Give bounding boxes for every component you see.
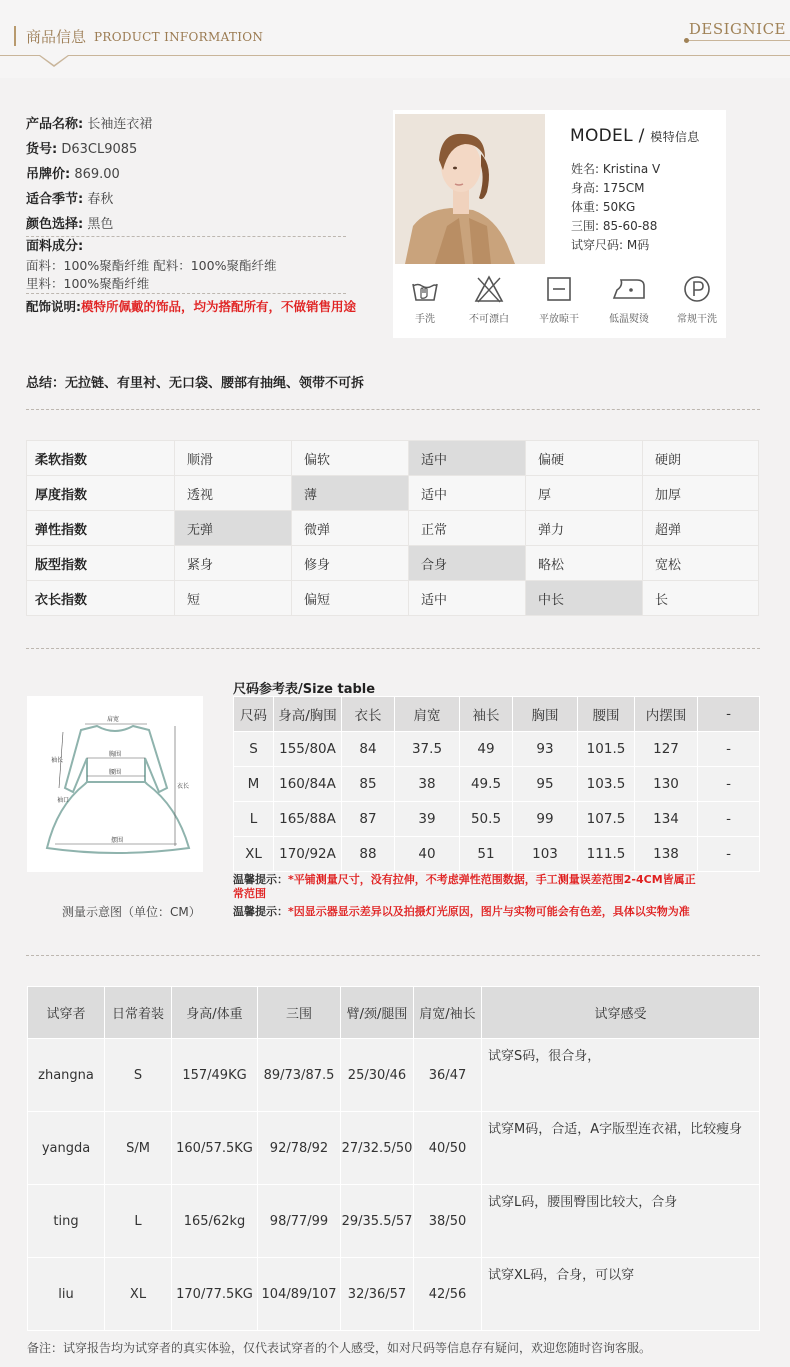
size-header-cell: -	[698, 697, 760, 732]
product-info	[26, 112, 357, 319]
index-option: 弹力	[526, 511, 643, 546]
trial-row	[28, 1112, 760, 1185]
size-cell: 39	[395, 802, 460, 837]
index-option: 透视	[175, 476, 292, 511]
info-sku-row: 货号: D63CL9085	[26, 142, 138, 157]
diagram-label-hem: 摆围	[111, 837, 124, 844]
size-header-cell: 内摆围	[635, 697, 698, 732]
section-divider	[26, 955, 760, 956]
tip-color-difference: 温馨提示：*因显示器显示差异以及拍摄灯光原因，图片与实物可能会有色差，具体以实物为准	[233, 905, 690, 918]
trial-cell: S/M	[105, 1112, 172, 1185]
trial-cell: yangda	[28, 1112, 105, 1185]
size-cell: -	[698, 837, 760, 872]
trial-cell: ting	[28, 1185, 105, 1258]
size-table	[233, 696, 760, 872]
index-option: 短	[175, 581, 292, 616]
trial-cell: 32/36/57	[341, 1258, 414, 1331]
header-bar	[14, 26, 16, 46]
dry-clean-icon	[682, 274, 712, 304]
info-price-row: 吊牌价: 869.00	[26, 167, 120, 182]
trial-cell: 98/77/99	[258, 1185, 341, 1258]
trial-cell: 104/89/107	[258, 1258, 341, 1331]
index-option: 紧身	[175, 546, 292, 581]
trial-header-cell: 身高/体重	[172, 987, 258, 1039]
info-fabric-line1: 面料：100%聚酯纤维 配料：100%聚酯纤维	[26, 258, 277, 273]
size-cell: 155/80A	[274, 732, 342, 767]
index-option-selected: 合身	[409, 546, 526, 581]
size-cell: 95	[513, 767, 578, 802]
section-divider	[26, 409, 760, 410]
section-divider	[26, 648, 760, 649]
trial-header-cell: 试穿感受	[482, 987, 760, 1039]
trial-cell: 170/77.5KG	[172, 1258, 258, 1331]
care-item: 低温熨烫	[597, 274, 661, 325]
model-name: 姓名: Kristina V	[571, 162, 661, 176]
index-row	[27, 581, 759, 616]
size-cell: 51	[460, 837, 513, 872]
dress-diagram-icon	[27, 696, 203, 872]
diagram-label-length: 衣长	[177, 783, 190, 790]
trial-cell: 36/47	[414, 1039, 482, 1112]
size-cell: 85	[342, 767, 395, 802]
index-row	[27, 546, 759, 581]
header-title-cn: 商品信息	[26, 28, 87, 46]
size-cell: -	[698, 732, 760, 767]
index-option-selected: 无弹	[175, 511, 292, 546]
info-fabric-line2: 里料：100%聚酯纤维	[26, 275, 346, 294]
size-cell: 103	[513, 837, 578, 872]
index-label: 厚度指数	[27, 476, 175, 511]
footnote: 备注：试穿报告均为试穿者的真实体验，仅代表试穿者的个人感受，如对尺码等信息存有疑问，欢迎您随时咨询客服。	[27, 1341, 652, 1355]
index-row	[27, 511, 759, 546]
size-header-cell: 胸围	[513, 697, 578, 732]
tip-measurement: 温馨提示：*平铺测量尺寸，没有拉伸，不考虑弹性范围数据，手工测量误差范围2-4CM皆属正 常范围	[233, 873, 696, 900]
trial-feedback: 试穿M码，合适，A字版型连衣裙，比较瘦身	[482, 1112, 760, 1185]
size-cell: XL	[234, 837, 274, 872]
care-item: 平放晾干	[527, 274, 591, 325]
size-cell: S	[234, 732, 274, 767]
size-cell: 111.5	[578, 837, 635, 872]
index-option: 超弹	[643, 511, 759, 546]
trial-cell: XL	[105, 1258, 172, 1331]
summary-text: 总结：无拉链、有里衬、无口袋、腰部有抽绳、领带不可拆	[26, 376, 365, 391]
size-row	[234, 837, 760, 872]
size-cell: 134	[635, 802, 698, 837]
trial-row	[28, 1039, 760, 1112]
trial-feedback: 试穿L码，腰围臀围比较大，合身	[482, 1185, 760, 1258]
size-header-cell: 肩宽	[395, 697, 460, 732]
model-weight: 体重: 50KG	[571, 200, 636, 214]
size-cell: 50.5	[460, 802, 513, 837]
trial-header-cell: 试穿者	[28, 987, 105, 1039]
trial-cell: 40/50	[414, 1112, 482, 1185]
size-row	[234, 767, 760, 802]
trial-cell: 29/35.5/57	[341, 1185, 414, 1258]
size-cell: 38	[395, 767, 460, 802]
index-row	[27, 476, 759, 511]
trial-cell: 38/50	[414, 1185, 482, 1258]
size-cell: M	[234, 767, 274, 802]
diagram-label-chest: 胸围	[109, 751, 122, 758]
size-header-cell: 袖长	[460, 697, 513, 732]
low-iron-icon	[611, 274, 647, 304]
index-option: 微弹	[292, 511, 409, 546]
index-label: 弹性指数	[27, 511, 175, 546]
size-cell: 40	[395, 837, 460, 872]
size-header-cell: 腰围	[578, 697, 635, 732]
care-item: 不可漂白	[457, 274, 521, 325]
trial-cell: L	[105, 1185, 172, 1258]
diagram-label-shoulder: 肩宽	[107, 716, 120, 723]
trial-report-table	[27, 986, 760, 1331]
size-header-cell: 尺码	[234, 697, 274, 732]
size-cell: 170/92A	[274, 837, 342, 872]
diagram-caption: 测量示意图（单位：CM）	[62, 905, 201, 919]
trial-cell: 160/57.5KG	[172, 1112, 258, 1185]
diagram-label-cuff: 袖口	[57, 797, 70, 804]
size-cell: 99	[513, 802, 578, 837]
trial-header-cell: 三围	[258, 987, 341, 1039]
model-photo	[395, 114, 545, 264]
trial-cell: liu	[28, 1258, 105, 1331]
trial-header-cell: 肩宽/袖长	[414, 987, 482, 1039]
model-card	[393, 110, 726, 338]
brand-dot	[684, 38, 689, 43]
trial-header-cell: 臂/颈/腿围	[341, 987, 414, 1039]
size-cell: -	[698, 802, 760, 837]
dry-flat-icon	[544, 274, 574, 304]
trial-feedback: 试穿XL码，合身，可以穿	[482, 1258, 760, 1331]
size-cell: L	[234, 802, 274, 837]
size-cell: 107.5	[578, 802, 635, 837]
care-icons	[393, 270, 726, 338]
diagram-label-waist: 腰围	[109, 769, 122, 776]
size-cell: 138	[635, 837, 698, 872]
trial-cell: zhangna	[28, 1039, 105, 1112]
size-cell: 165/88A	[274, 802, 342, 837]
size-cell: 88	[342, 837, 395, 872]
index-option: 硬朗	[643, 441, 759, 476]
size-cell: 127	[635, 732, 698, 767]
size-cell: 49.5	[460, 767, 513, 802]
hand-wash-icon	[410, 274, 440, 304]
brand-name: DESIGNICE	[688, 20, 786, 38]
size-cell: 87	[342, 802, 395, 837]
trial-cell: 157/49KG	[172, 1039, 258, 1112]
brand-rule	[684, 40, 790, 41]
header-title-en: PRODUCT INFORMATION	[94, 30, 264, 44]
trial-cell: 27/32.5/50	[341, 1112, 414, 1185]
size-cell: 130	[635, 767, 698, 802]
diagram-label-sleeve: 袖长	[51, 757, 64, 764]
model-measurements: 三围: 85-60-88	[571, 219, 658, 233]
index-option: 偏短	[292, 581, 409, 616]
info-fabric-row: 面料成分:	[26, 239, 84, 254]
index-label: 版型指数	[27, 546, 175, 581]
info-color-row: 颜色选择: 黑色	[26, 212, 346, 237]
size-cell: 49	[460, 732, 513, 767]
index-option: 适中	[409, 581, 526, 616]
size-cell: 84	[342, 732, 395, 767]
size-cell: 101.5	[578, 732, 635, 767]
index-option: 宽松	[643, 546, 759, 581]
trial-cell: S	[105, 1039, 172, 1112]
size-cell: 37.5	[395, 732, 460, 767]
index-option-selected: 适中	[409, 441, 526, 476]
size-cell: 103.5	[578, 767, 635, 802]
trial-feedback: 试穿S码，很合身，	[482, 1039, 760, 1112]
size-table-title: 尺码参考表/Size table	[233, 682, 376, 697]
trial-cell: 89/73/87.5	[258, 1039, 341, 1112]
care-item: 常规干洗	[665, 274, 729, 325]
index-option: 正常	[409, 511, 526, 546]
no-bleach-icon	[474, 274, 504, 304]
trial-header-cell: 日常着装	[105, 987, 172, 1039]
model-illustration	[395, 114, 545, 264]
index-option: 加厚	[643, 476, 759, 511]
model-height: 身高: 175CM	[571, 181, 645, 195]
info-name-row: 产品名称: 长袖连衣裙	[26, 117, 153, 132]
index-option: 偏软	[292, 441, 409, 476]
trial-cell: 25/30/46	[341, 1039, 414, 1112]
index-label: 柔软指数	[27, 441, 175, 476]
model-trial-size: 试穿尺码: M码	[571, 238, 650, 252]
info-season-row: 适合季节: 春秋	[26, 192, 114, 207]
index-option: 适中	[409, 476, 526, 511]
trial-cell: 165/62kg	[172, 1185, 258, 1258]
info-accessory-row: 配饰说明:模特所佩戴的饰品，均为搭配所有，不做销售用途	[26, 299, 357, 314]
model-title: MODEL / 模特信息	[570, 126, 700, 146]
index-option: 厚	[526, 476, 643, 511]
size-header-cell: 衣长	[342, 697, 395, 732]
care-item: 手洗	[393, 274, 457, 325]
size-cell: -	[698, 767, 760, 802]
size-header-cell: 身高/胸围	[274, 697, 342, 732]
index-row	[27, 441, 759, 476]
index-option: 长	[643, 581, 759, 616]
size-cell: 160/84A	[274, 767, 342, 802]
trial-cell: 42/56	[414, 1258, 482, 1331]
index-option: 修身	[292, 546, 409, 581]
trial-row	[28, 1185, 760, 1258]
header-rule	[0, 55, 790, 56]
section-header	[0, 0, 790, 78]
index-option: 顺滑	[175, 441, 292, 476]
index-option: 偏硬	[526, 441, 643, 476]
trial-row	[28, 1258, 760, 1331]
fabric-index-table	[26, 440, 759, 616]
trial-cell: 92/78/92	[258, 1112, 341, 1185]
size-row	[234, 802, 760, 837]
index-option: 略松	[526, 546, 643, 581]
index-option-selected: 薄	[292, 476, 409, 511]
index-label: 衣长指数	[27, 581, 175, 616]
size-row	[234, 732, 760, 767]
index-option-selected: 中长	[526, 581, 643, 616]
size-cell: 93	[513, 732, 578, 767]
model-attributes	[571, 160, 660, 255]
measurement-diagram	[27, 696, 203, 872]
